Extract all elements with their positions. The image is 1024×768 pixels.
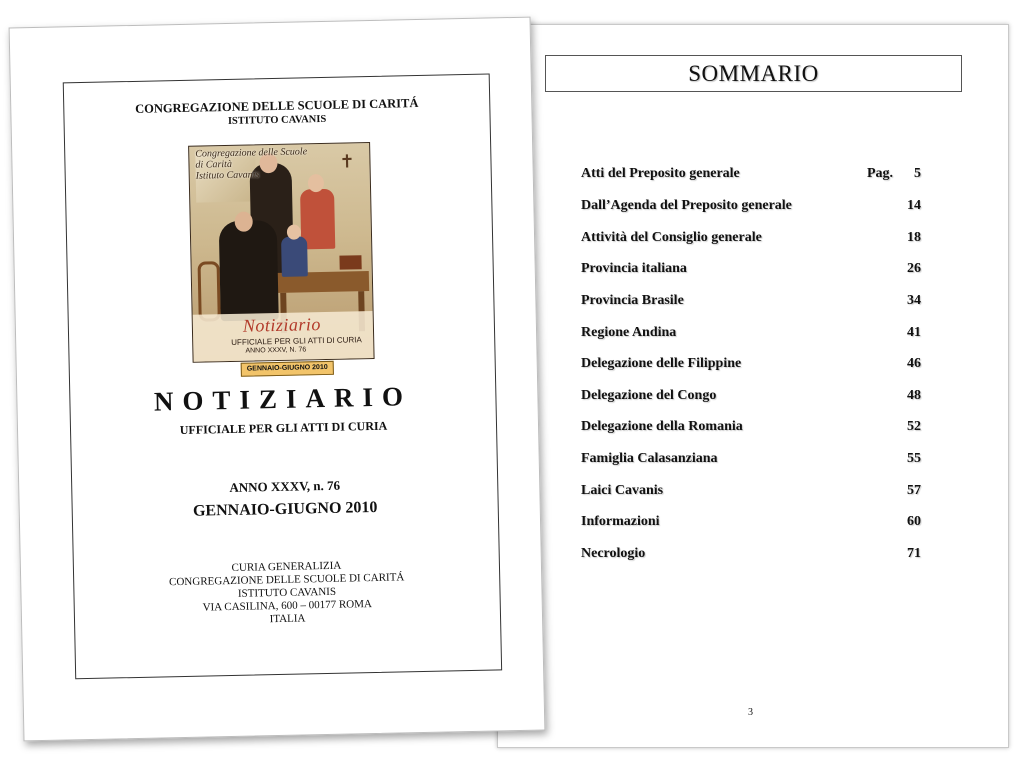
toc-entry-page: 34 (907, 293, 921, 308)
toc-entry[interactable] (581, 325, 921, 345)
toc-entry-title: Laici Cavanis (581, 483, 664, 498)
crucifix-icon: ✝ (339, 151, 355, 172)
toc-entry[interactable] (581, 451, 921, 471)
toc-entry[interactable] (581, 419, 921, 439)
toc-entry[interactable] (581, 356, 921, 376)
toc-entry-title: Atti del Preposito generale (581, 166, 740, 181)
child-figure (281, 236, 308, 277)
toc-entry[interactable] (581, 198, 921, 218)
toc-entry-title: Famiglia Calasanziana (581, 451, 718, 466)
date-badge: GENNAIO-GIUGNO 2010 (241, 361, 334, 377)
toc-entry-page: 71 (907, 546, 921, 561)
toc-entry-page: 48 (907, 388, 921, 403)
toc-entry-page: 26 (907, 261, 921, 276)
seated-priest-figure (219, 220, 279, 321)
toc-entry[interactable] (581, 546, 921, 566)
chair-shape (198, 261, 221, 321)
book-shape (339, 255, 361, 269)
toc-entry-title: Dall’Agenda del Preposito generale (581, 198, 792, 213)
toc-pag-label: Pag. (867, 166, 894, 181)
toc-entry-title: Provincia italiana (581, 261, 687, 276)
toc-entry-title: Provincia Brasile (581, 293, 684, 308)
toc-entry-page: 52 (907, 419, 921, 434)
toc-entry[interactable] (581, 230, 921, 250)
cover-page (9, 17, 546, 742)
toc-entry-title: Regione Andina (581, 325, 677, 340)
toc-entry-page: 14 (907, 198, 921, 213)
toc-entry-page: 41 (907, 325, 921, 340)
cover-illustration (188, 142, 375, 363)
toc-entry-page: 60 (907, 514, 921, 529)
toc-entry-title: Necrologio (581, 546, 646, 561)
contents-page (497, 24, 1009, 748)
toc-entry[interactable] (581, 293, 921, 313)
cover-frame (63, 73, 502, 679)
issue-period: GENNAIO-GIUGNO 2010 (192, 498, 378, 520)
address-line: VIA CASILINA, 600 – 00177 ROMA (202, 598, 373, 614)
contents-heading: SOMMARIO (688, 60, 819, 86)
image-script-title: Notiziario (242, 314, 322, 336)
image-subtitle: UFFICIALE PER GLI ATTI DI CURIA (231, 335, 362, 347)
toc-entry-page: 18 (907, 230, 921, 245)
congregation-name: CONGREGAZIONE DELLE SCUOLE DI CARITÁ (134, 95, 419, 116)
toc-entry-page: 57 (907, 483, 921, 498)
toc-entry-title: Delegazione della Romania (581, 419, 743, 434)
address-line: CONGREGAZIONE DELLE SCUOLE DI CARITÁ (168, 571, 405, 589)
institute-name: ISTITUTO CAVANIS (227, 113, 327, 127)
address-line: ISTITUTO CAVANIS (237, 585, 337, 600)
toc-entry[interactable] (581, 166, 921, 186)
contents-heading-box (545, 55, 962, 92)
toc-entry-page: 46 (907, 356, 921, 371)
toc-entry-title: Attività del Consiglio generale (581, 230, 762, 245)
toc-entry-page: 55 (907, 451, 921, 466)
image-overlay-text: Congregazione delle Scuole di Carità Istituto Cavanis (195, 146, 308, 182)
toc-entry-title: Informazioni (581, 514, 660, 529)
toc-entry-page: 5 (914, 166, 921, 181)
toc-entry-title: Delegazione del Congo (581, 388, 717, 403)
page-number: 3 (748, 707, 753, 718)
image-issue: ANNO XXXV, N. 76 (245, 346, 307, 355)
toc-entry[interactable] (581, 388, 921, 408)
toc-entry-title: Delegazione delle Filippine (581, 356, 742, 371)
toc-entry[interactable] (581, 261, 921, 281)
publication-title: NOTIZIARIO (153, 381, 413, 417)
toc-entry[interactable] (581, 483, 921, 503)
issue-number: ANNO XXXV, n. 76 (229, 477, 341, 496)
publication-subtitle: UFFICIALE PER GLI ATTI DI CURIA (179, 418, 388, 438)
toc-entry[interactable] (581, 514, 921, 534)
address-line: CURIA GENERALIZIA (231, 559, 342, 574)
address-line: ITALIA (269, 612, 306, 626)
